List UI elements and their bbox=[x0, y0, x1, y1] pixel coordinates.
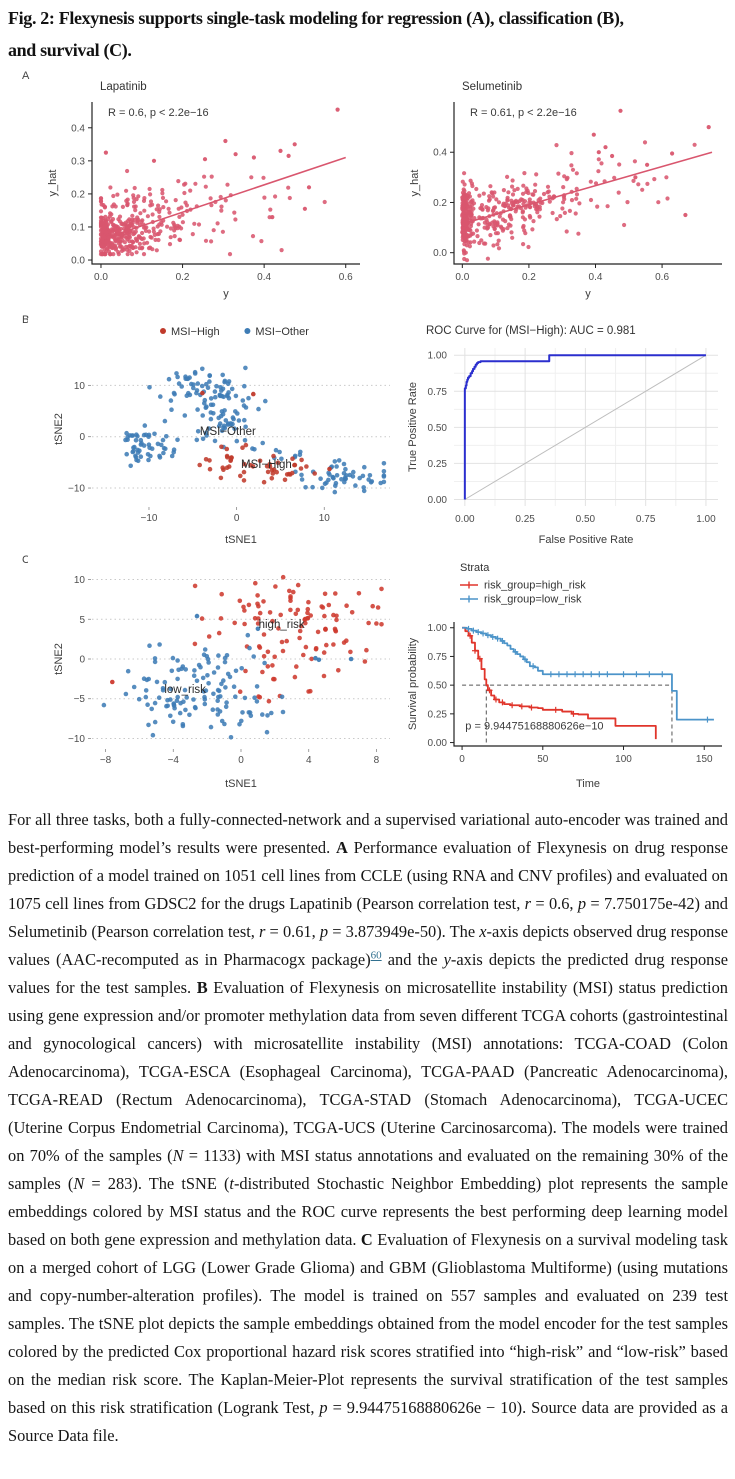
svg-text:100: 100 bbox=[615, 754, 632, 765]
svg-text:0.4: 0.4 bbox=[257, 272, 272, 283]
svg-text:y_hat: y_hat bbox=[47, 169, 59, 197]
svg-text:risk_group=high_risk: risk_group=high_risk bbox=[484, 579, 586, 592]
svg-text:−4: −4 bbox=[167, 755, 179, 766]
svg-text:MSI−Other: MSI−Other bbox=[199, 426, 256, 439]
svg-text:0: 0 bbox=[79, 654, 85, 666]
svg-text:0.00: 0.00 bbox=[427, 738, 447, 750]
svg-text:0: 0 bbox=[79, 432, 85, 444]
svg-text:0.2: 0.2 bbox=[175, 272, 190, 283]
panel-c-label: C bbox=[22, 554, 30, 566]
svg-text:0: 0 bbox=[238, 755, 244, 766]
svg-text:0.4: 0.4 bbox=[588, 272, 603, 283]
svg-text:1.00: 1.00 bbox=[427, 350, 447, 362]
figure-title-line-2: and survival (C). bbox=[8, 40, 132, 60]
svg-text:1.00: 1.00 bbox=[427, 623, 447, 635]
svg-text:tSNE2: tSNE2 bbox=[53, 413, 65, 445]
svg-text:0.50: 0.50 bbox=[427, 422, 447, 434]
svg-text:risk_group=low_risk: risk_group=low_risk bbox=[484, 593, 582, 606]
svg-text:0.2: 0.2 bbox=[521, 272, 536, 283]
svg-text:0: 0 bbox=[459, 754, 465, 765]
svg-text:0.75: 0.75 bbox=[635, 514, 656, 525]
reference-60-link[interactable]: 60 bbox=[370, 949, 382, 962]
svg-text:0.0: 0.0 bbox=[94, 272, 108, 283]
msi-tsne-chart bbox=[28, 318, 400, 550]
svg-text:4: 4 bbox=[305, 755, 312, 766]
svg-text:0.75: 0.75 bbox=[427, 651, 447, 663]
svg-text:0.50: 0.50 bbox=[427, 680, 447, 692]
svg-text:p = 9.94475168880626e−10: p = 9.94475168880626e−10 bbox=[465, 720, 604, 733]
svg-text:tSNE2: tSNE2 bbox=[53, 643, 65, 675]
svg-text:0.75: 0.75 bbox=[427, 386, 447, 398]
svg-text:0.00: 0.00 bbox=[427, 495, 447, 507]
svg-text:Time: Time bbox=[575, 778, 601, 790]
svg-text:0.6: 0.6 bbox=[338, 272, 353, 283]
svg-text:tSNE1: tSNE1 bbox=[225, 534, 257, 546]
svg-text:0.25: 0.25 bbox=[427, 458, 447, 470]
svg-text:0.25: 0.25 bbox=[515, 514, 535, 525]
figure-title-line-1: Fig. 2: Flexynesis supports single-task modeling for regression (A), classification (B), bbox=[8, 8, 624, 28]
svg-text:10: 10 bbox=[318, 513, 330, 524]
svg-text:0.0: 0.0 bbox=[455, 272, 470, 283]
svg-text:0.6: 0.6 bbox=[655, 272, 670, 283]
figure-title bbox=[8, 2, 732, 66]
svg-text:ROC Curve for (MSI−High): AUC: ROC Curve for (MSI−High): AUC = 0.981 bbox=[426, 325, 636, 337]
kaplan-meier-chart bbox=[404, 556, 734, 794]
svg-text:0.50: 0.50 bbox=[575, 514, 596, 525]
roc-curve-chart bbox=[404, 318, 734, 550]
svg-text:−10: −10 bbox=[140, 513, 158, 524]
svg-text:R = 0.61, p < 2.2e−16: R = 0.61, p < 2.2e−16 bbox=[470, 107, 577, 119]
svg-text:0.4: 0.4 bbox=[433, 147, 447, 159]
svg-text:tSNE1: tSNE1 bbox=[225, 778, 257, 790]
svg-text:Selumetinib: Selumetinib bbox=[462, 81, 523, 93]
svg-text:MSI−High: MSI−High bbox=[241, 459, 292, 472]
svg-text:Survival probability: Survival probability bbox=[407, 637, 419, 731]
panel-b-label: B bbox=[22, 314, 30, 326]
svg-text:−10: −10 bbox=[68, 483, 85, 495]
panel-a-label: A bbox=[22, 70, 30, 82]
svg-text:0.0: 0.0 bbox=[71, 255, 85, 267]
svg-text:False Positive Rate: False Positive Rate bbox=[538, 534, 634, 546]
svg-text:0.1: 0.1 bbox=[71, 222, 85, 234]
svg-text:8: 8 bbox=[373, 755, 380, 766]
figure-caption: For all three tasks, both a fully-connected-network and a supervised variational auto-encoder was trained and best-performing model’s results were presented. A Performance evaluation of Flexynesis on drug response prediction of a model trained on 1051 cell lines from CCLE (using RNA and CNV profiles) and evaluated on 1075 cell lines from GDSC2 for the drugs Lapatinib (Pearson correlation test, r = 0.6, p = 7.750175e-42) and Selumetinib (Pearson correlation test, r = 0.61, p = 3.873949e-50). The x-axis depicts observed drug response values (AAC-recomputed as in Pharmacogx package)$^{60}$ and the y-axis depicts the predicted drug response values for the test samples. B Evaluation of Flexynesis on microsatellite instability (MSI) status prediction using gene expression and/or promoter methylation data from seven different TCGA cohorts (gastrointestinal and gynocological cancers) with microsatellite instability (MSI) annotations: TCGA-COAD (Colon Adenocarcinoma), TCGA-ESCA (Esophageal Carcinoma), TCGA-PAAD (Pancreatic Adenocarcinoma), TCGA-READ (Rectum Adenocarcinoma), TCGA-STAD (Stomach Adenocarcinoma), TCGA-UCEC (Uterine Corpus Endometrial Carcinoma), TCGA-UCS (Uterine Carcinosarcoma). The models were trained on 70% of the samples (N = 1133) with MSI status annotations and evaluated on the remaining 30% of the samples (N = 283). The tSNE (t-distributed Stochastic Neighbor Embedding) plot represents the sample embeddings colored by MSI status and the ROC curve represents the best performing deep learning model based on both gene expression and methylation data. C Evaluation of Flexynesis on a survival modeling task on a merged cohort of LGG (Lower Grade Glioma) and GBM (Glioblastoma Multiforme) (using mutations and copy-number-alteration profiles). The model is trained on 557 samples and evaluated on 239 test samples. The tSNE plot depicts the sample embeddings obtained from the model encoder for the test samples colored by the predicted Cox proportional hazard risk scores stratified into “high-risk” and “low-risk” based on the median risk score. The Kaplan-Meier-Plot represents the survival stratification of the test samples based on this risk stratification (Logrank Test, p = 9.94475168880626e − 10). Source data are provided as a Source Data file. bbox=[8, 810, 729, 1445]
svg-text:MSI−High: MSI−High bbox=[171, 326, 220, 338]
svg-text:0.25: 0.25 bbox=[427, 709, 447, 721]
svg-text:high_risk: high_risk bbox=[258, 619, 305, 632]
svg-text:10: 10 bbox=[73, 575, 85, 587]
selumetinib-scatter-chart bbox=[402, 76, 732, 304]
svg-text:0.00: 0.00 bbox=[455, 514, 475, 525]
risk-tsne-chart bbox=[28, 556, 400, 794]
svg-text:R = 0.6, p < 2.2e−16: R = 0.6, p < 2.2e−16 bbox=[108, 107, 209, 119]
svg-text:−10: −10 bbox=[68, 733, 85, 745]
svg-text:0.0: 0.0 bbox=[433, 248, 447, 260]
svg-text:10: 10 bbox=[73, 380, 85, 392]
svg-text:1.00: 1.00 bbox=[696, 514, 716, 525]
svg-text:−8: −8 bbox=[99, 755, 112, 766]
svg-text:y: y bbox=[223, 288, 229, 300]
svg-text:low_risk: low_risk bbox=[164, 684, 206, 697]
svg-text:−5: −5 bbox=[73, 694, 85, 706]
lapatinib-scatter-chart bbox=[40, 76, 370, 304]
svg-text:0.4: 0.4 bbox=[71, 123, 85, 135]
svg-text:y_hat: y_hat bbox=[409, 169, 421, 197]
svg-text:True Positive Rate: True Positive Rate bbox=[407, 381, 419, 473]
svg-text:0: 0 bbox=[233, 513, 240, 524]
svg-text:0.3: 0.3 bbox=[71, 156, 85, 168]
svg-text:0.2: 0.2 bbox=[71, 189, 85, 201]
svg-text:y: y bbox=[585, 288, 591, 300]
svg-text:50: 50 bbox=[537, 754, 549, 765]
svg-text:150: 150 bbox=[695, 754, 713, 765]
svg-text:Strata: Strata bbox=[460, 562, 490, 574]
svg-text:5: 5 bbox=[79, 614, 85, 626]
svg-text:Lapatinib: Lapatinib bbox=[100, 81, 147, 93]
svg-text:0.2: 0.2 bbox=[433, 197, 447, 209]
svg-text:MSI−Other: MSI−Other bbox=[255, 326, 309, 338]
